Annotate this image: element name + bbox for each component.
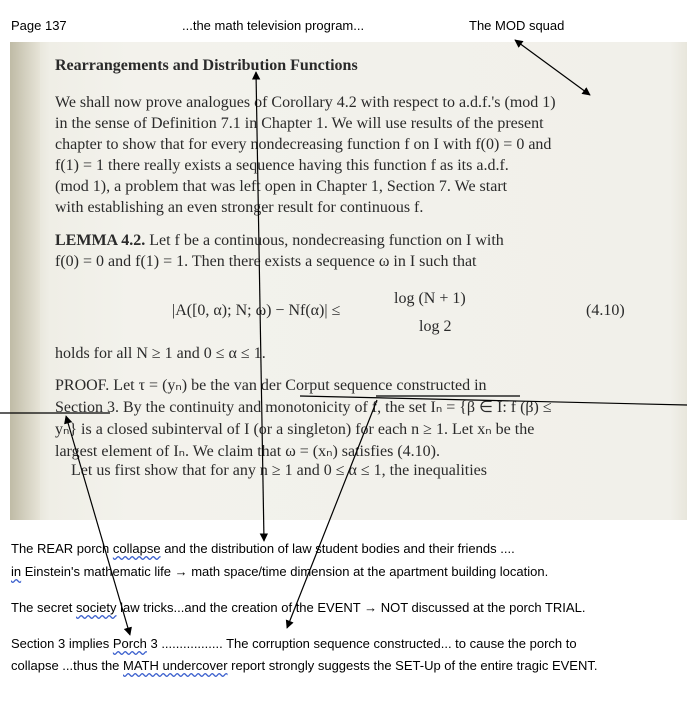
note-text: Einstein's mathematic life → math space/time dimension at the apartment building location. — [21, 564, 549, 579]
proof-line: Let us first show that for any n ≥ 1 and 0 ≤ α ≤ 1, the inequalities — [71, 462, 487, 479]
book-paragraph-line: f(1) = 1 there really exists a sequence having this function f as its a.d.f. — [55, 157, 509, 174]
program-caption: ...the math television program... — [182, 18, 365, 33]
arrow-corput-to-notes — [287, 400, 377, 628]
proof-line: Section 3. By the continuity and monotonicity of f, the set Iₙ = {β ∈ I: f (β) ≤ — [55, 399, 552, 416]
note-line-3 — [11, 600, 585, 615]
proof-line: yₙ} is a closed subinterval of I (or a singleton) for each n ≥ 1. Let xₙ be the — [55, 421, 535, 438]
note-text: The REAR porch — [11, 541, 113, 556]
lemma-label: LEMMA 4.2. — [55, 232, 146, 249]
note-text: and the distribution of law student bodies and their friends .... — [160, 541, 515, 556]
arrow-distribution-vertical — [256, 72, 264, 541]
note-text: Section 3 implies — [11, 636, 113, 651]
page-number-label: Page 137 — [11, 18, 67, 33]
formula-denominator: log 2 — [419, 318, 452, 335]
note-line-4 — [11, 636, 577, 651]
book-paragraph-line: (mod 1), a problem that was left open in Chapter 1, Section 7. We start — [55, 178, 508, 195]
note-text: collapse ...thus the — [11, 658, 124, 673]
note-line-1 — [11, 541, 515, 556]
formula-left: |A([0, α); N; ω) − Nf(α)| ≤ — [172, 302, 341, 319]
note-underlined-word: in — [11, 564, 22, 579]
mod-squad-caption: The MOD squad — [469, 18, 565, 33]
note-underlined-word: society — [76, 600, 117, 615]
lemma-text: Let f be a continuous, nondecreasing function on I with — [149, 232, 504, 249]
proof-line: largest element of Iₙ. We claim that ω = (xₙ) satisfies (4.10). — [55, 443, 440, 460]
horizontal-rule-monotonicity — [300, 396, 687, 405]
formula-tag: (4.10) — [586, 302, 625, 319]
proof-text: Let τ = (yₙ) be the van der Corput sequence constructed in — [113, 377, 487, 394]
note-text: law tricks...and the creation of the EVENT → NOT discussed at the porch TRIAL. — [116, 600, 586, 615]
proof-label: PROOF. — [55, 377, 110, 394]
book-paragraph-line: chapter to show that for every nondecreasing function f on I with f(0) = 0 and — [55, 136, 552, 153]
formula-numerator: log (N + 1) — [394, 290, 466, 307]
note-text: The secret — [11, 600, 77, 615]
note-text: 3 ................. The corruption sequence constructed... to cause the porch to — [146, 636, 577, 651]
book-paragraph-line: with establishing an even stronger result for continuous f. — [55, 199, 424, 216]
note-underlined-word: Porch — [112, 636, 147, 651]
book-paragraph-line: in the sense of Definition 7.1 in Chapter 1. We will use results of the present — [55, 115, 544, 132]
note-underlined-word: collapse — [112, 541, 161, 556]
holds-line: holds for all N ≥ 1 and 0 ≤ α ≤ 1. — [55, 345, 266, 362]
book-paragraph-line: We shall now prove analogues of Corollary 4.2 with respect to a.d.f.'s (mod 1) — [55, 94, 556, 111]
note-underlined-word: MATH undercover — [123, 658, 228, 673]
arrow-mod-squad — [515, 40, 590, 95]
note-line-5 — [11, 658, 597, 673]
lemma-line: f(0) = 0 and f(1) = 1. Then there exists a sequence ω in I such that — [55, 253, 477, 270]
book-section-heading: Rearrangements and Distribution Functions — [55, 57, 358, 74]
note-line-2 — [11, 564, 548, 579]
note-text: report strongly suggests the SET-Up of the entire tragic EVENT. — [227, 658, 598, 673]
